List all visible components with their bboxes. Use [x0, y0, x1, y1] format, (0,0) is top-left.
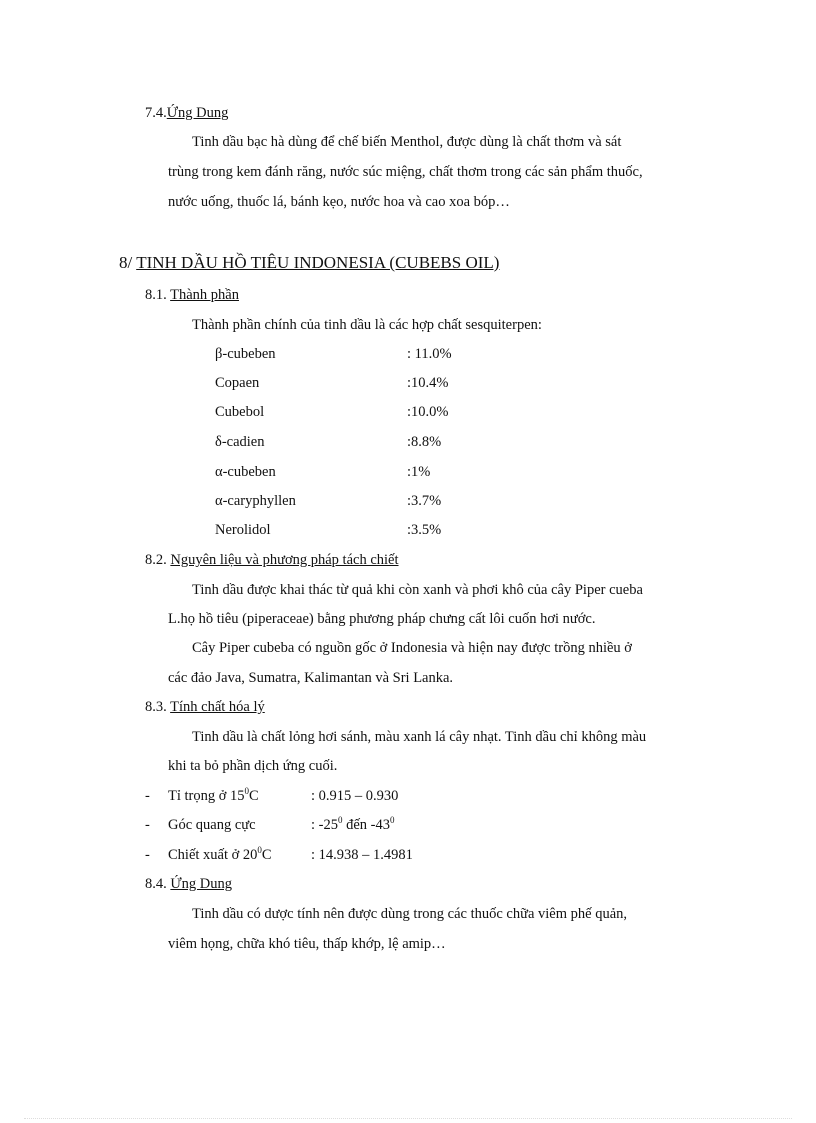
- paragraph-line: Tinh dầu bạc hà dùng để chế biến Menthol, được dùng là chất thơm và sát: [192, 134, 622, 150]
- paragraph-line: Tinh dầu được khai thác từ quả khi còn xanh và phơi khô của cây Piper cueba: [192, 582, 643, 598]
- component-name: α-caryphyllen: [215, 493, 296, 509]
- section-number: 7.4.: [145, 105, 167, 121]
- bullet-dash: -: [145, 788, 150, 804]
- section-title: Ứng Dung: [170, 876, 232, 892]
- section-8-heading: [119, 253, 499, 273]
- section-number: 8.3.: [145, 699, 167, 715]
- paragraph-line: khi ta bỏ phần dịch ứng cuối.: [168, 758, 338, 774]
- component-value: :3.7%: [407, 493, 442, 509]
- section-number: 8/: [119, 253, 133, 272]
- section-title: Nguyên liệu và phương pháp tách chiết: [170, 552, 399, 568]
- paragraph-line: trùng trong kem đánh răng, nước súc miệng, chất thơm trong các sản phẩm thuốc,: [168, 164, 643, 180]
- paragraph-line: Tinh dầu là chất lỏng hơi sánh, màu xanh lá cây nhạt. Tinh dầu chỉ không màu: [192, 729, 647, 745]
- component-name: β-cubeben: [215, 346, 276, 362]
- section-8-1-heading: [145, 287, 239, 304]
- paragraph-line: viêm họng, chữa khó tiêu, thấp khớp, lệ amip…: [168, 936, 446, 952]
- paragraph-line: Tinh dầu có dược tính nên được dùng trong các thuốc chữa viêm phế quản,: [192, 906, 628, 922]
- component-name: α-cubeben: [215, 464, 276, 480]
- component-value: :10.4%: [407, 375, 449, 391]
- component-value: :8.8%: [407, 434, 442, 450]
- component-value: :3.5%: [407, 522, 442, 538]
- property-value: : $-25^0$ đến $-43^0$: [311, 815, 395, 833]
- section-8-2-heading: [145, 552, 399, 569]
- component-value: :1%: [407, 464, 431, 480]
- paragraph-line: các đảo Java, Sumatra, Kalimantan và Sri Lanka.: [168, 670, 454, 686]
- property-name: Tỉ trọng ở $15^0C$: [168, 786, 259, 804]
- paragraph-line: L.họ hồ tiêu (piperaceae) bằng phương pháp chưng cất lôi cuốn hơi nước.: [168, 611, 596, 627]
- property-value: : 14.938 – 1.4981: [311, 847, 413, 863]
- section-8-4-heading: [145, 876, 232, 893]
- section-number: 8.4.: [145, 876, 167, 892]
- section-8-3-heading: [145, 699, 265, 716]
- component-value: :10.0%: [407, 404, 449, 420]
- component-name: Cubebol: [215, 404, 265, 420]
- section-number: 8.2.: [145, 552, 167, 568]
- bullet-dash: -: [145, 847, 150, 863]
- page-bottom-rule: [24, 1118, 792, 1119]
- paragraph-line: Thành phần chính của tinh dầu là các hợp chất sesquiterpen:: [192, 317, 542, 333]
- paragraph-line: Cây Piper cubeba có nguồn gốc ở Indonesia và hiện nay được trồng nhiều ở: [192, 640, 632, 656]
- component-name: Copaen: [215, 375, 260, 391]
- section-title: Thành phần: [170, 287, 239, 303]
- component-name: Nerolidol: [215, 522, 271, 538]
- section-title: Ứng Dung: [166, 105, 229, 121]
- component-value: : 11.0%: [407, 346, 452, 362]
- section-7-4-heading: [145, 105, 228, 122]
- property-value: : 0.915 – 0.930: [311, 788, 399, 804]
- paragraph-line: nước uống, thuốc lá, bánh kẹo, nước hoa và cao xoa bóp…: [168, 194, 510, 210]
- property-name: Chiết xuất ở $20^0C$: [168, 845, 272, 863]
- section-number: 8.1.: [145, 287, 167, 303]
- bullet-dash: -: [145, 817, 150, 833]
- component-name: δ-cadien: [215, 434, 265, 450]
- section-title: Tính chất hóa lý: [170, 699, 265, 715]
- property-name: Góc quang cực: [168, 817, 256, 833]
- section-title: TINH DẦU HỒ TIÊU INDONESIA (CUBEBS OIL): [136, 253, 500, 272]
